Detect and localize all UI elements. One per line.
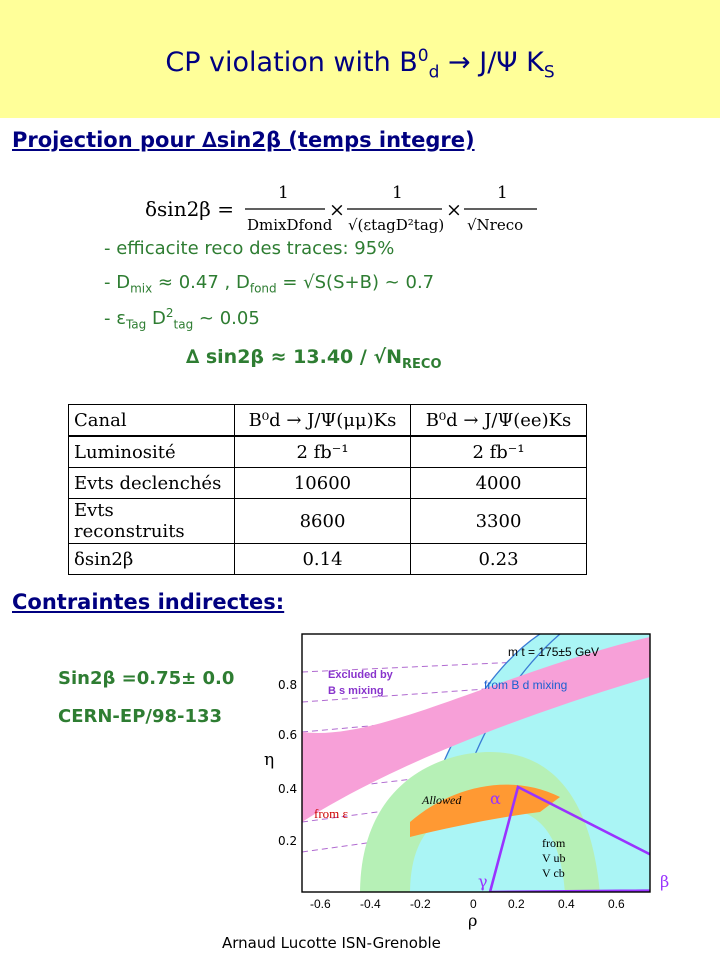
table-header-cell: B⁰d → J/Ψ(μμ)Ks bbox=[235, 405, 411, 437]
excluded-label-line2: B s mixing bbox=[328, 685, 384, 697]
svg-text:δsin2β =: δsin2β = bbox=[145, 197, 234, 221]
allowed-label: Allowed bbox=[422, 793, 462, 807]
table-cell: Evts declenchés bbox=[69, 468, 235, 499]
sensitivity-table bbox=[68, 404, 587, 575]
svg-text:×: × bbox=[446, 199, 462, 221]
projection-result: ∆ $\sin 2\beta \approx 13.40 / √N_{RECO}$ bbox=[186, 346, 442, 372]
x-tick-label: 0 bbox=[470, 897, 477, 911]
x-tick-label: 0.4 bbox=[558, 897, 575, 911]
bullet-dilution: - $D_{mix} \approx 0.47$ , $D_{fond} = √S(S+B)$ ~ 0.7 bbox=[104, 272, 435, 296]
vub-label-line2: V ub bbox=[542, 851, 566, 865]
y-axis-labels bbox=[262, 632, 300, 902]
table-row bbox=[69, 499, 587, 544]
svg-text:×: × bbox=[329, 199, 345, 221]
svg-text:√Nreco: √Nreco bbox=[467, 216, 524, 234]
x-axis-label: ρ bbox=[468, 911, 478, 930]
vub-label-line1: from bbox=[542, 836, 566, 850]
beta-label: β bbox=[660, 872, 670, 891]
x-tick-label: -0.6 bbox=[310, 897, 331, 911]
table-cell: 10600 bbox=[235, 468, 411, 499]
projection-heading: Projection pour ∆sin2β (temps integre) bbox=[12, 128, 475, 152]
table-cell: 0.23 bbox=[411, 544, 587, 575]
y-tick-label: 0.6 bbox=[278, 728, 298, 742]
svg-text:DmixDfond: DmixDfond bbox=[247, 216, 333, 234]
y-axis-label: η bbox=[264, 750, 275, 770]
svg-text:1: 1 bbox=[497, 183, 508, 203]
table-cell: 2 fb⁻¹ bbox=[411, 436, 587, 468]
gamma-label: γ bbox=[478, 872, 488, 891]
x-tick-label: -0.4 bbox=[360, 897, 381, 911]
svg-text:1: 1 bbox=[278, 183, 289, 203]
x-tick-label: 0.6 bbox=[608, 897, 625, 911]
table-cell: δsin2β bbox=[69, 544, 235, 575]
resolution-formula bbox=[145, 176, 545, 240]
y-tick-label: 0.8 bbox=[278, 678, 298, 692]
table-row bbox=[69, 544, 587, 575]
unitarity-triangle-plot bbox=[300, 632, 720, 932]
excluded-label-line1: Excluded by bbox=[328, 669, 393, 681]
table-header-cell: B⁰d → J/Ψ(ee)Ks bbox=[411, 405, 587, 437]
bullet-tagging: - $\varepsilon_{Tag}$ $D^2_{tag}$ ~ 0.05 bbox=[104, 306, 260, 332]
sin2beta-value: Sin2β =0.75± 0.0 bbox=[58, 668, 235, 689]
vub-label-line3: V cb bbox=[542, 866, 565, 880]
alpha-label: α bbox=[490, 789, 501, 808]
table-row bbox=[69, 468, 587, 499]
svg-text:1: 1 bbox=[392, 183, 403, 203]
table-cell: 4000 bbox=[411, 468, 587, 499]
y-tick-label: 0.2 bbox=[278, 834, 298, 848]
table-cell: 8600 bbox=[235, 499, 411, 544]
bullet-efficiency: - efficacite reco des traces: 95% bbox=[104, 238, 395, 259]
mt-label: m t = 175±5 GeV bbox=[508, 645, 599, 659]
footer-author: Arnaud Lucotte ISN-Grenoble bbox=[222, 934, 441, 952]
table-cell: Luminosité bbox=[69, 436, 235, 468]
table-header-cell: Canal bbox=[69, 405, 235, 437]
x-tick-label: 0.2 bbox=[508, 897, 525, 911]
reference-label: CERN-EP/98-133 bbox=[58, 706, 223, 727]
table-cell: 3300 bbox=[411, 499, 587, 544]
y-tick-label: 0.4 bbox=[278, 782, 298, 796]
svg-text:√(εtagD²tag): √(εtagD²tag) bbox=[348, 216, 445, 234]
table-row bbox=[69, 436, 587, 468]
x-tick-label: -0.2 bbox=[410, 897, 431, 911]
table-cell: 2 fb⁻¹ bbox=[235, 436, 411, 468]
x-axis-ticks bbox=[310, 897, 625, 911]
bd-mixing-label: from B d mixing bbox=[484, 678, 568, 692]
table-cell: 0.14 bbox=[235, 544, 411, 575]
page-title: CP violation with $B^0_d \to J/\Psi$ $K_S$ bbox=[165, 46, 555, 83]
constraints-heading: Contraintes indirectes: bbox=[12, 590, 285, 614]
title-banner bbox=[0, 0, 720, 118]
table-header-row bbox=[69, 405, 587, 437]
table-cell: Evts reconstruits bbox=[69, 499, 235, 544]
epsilon-label: from ε bbox=[314, 806, 348, 821]
